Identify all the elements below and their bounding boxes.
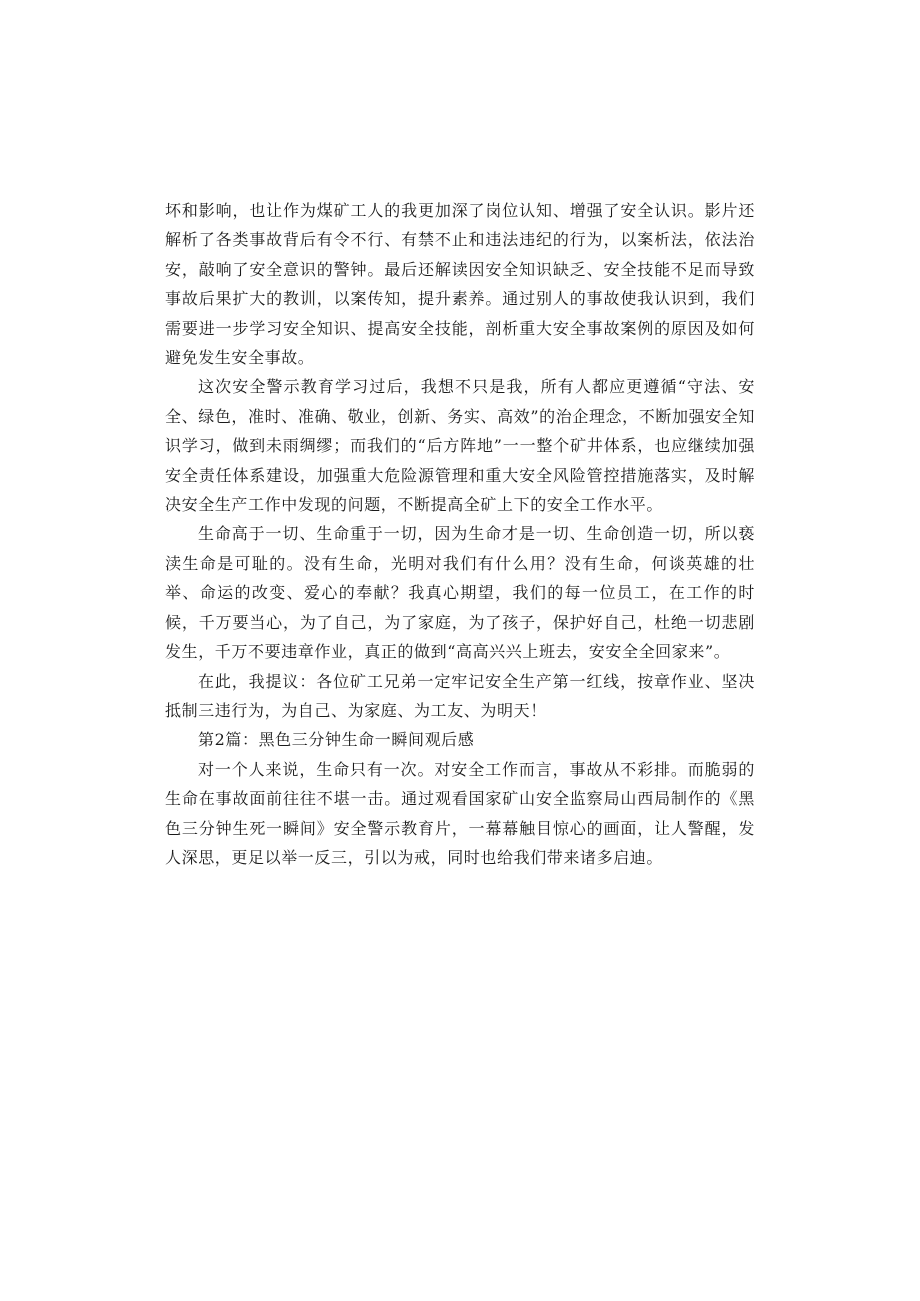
paragraph-continuation: 坏和影响，也让作为煤矿工人的我更加深了岗位认知、增强了安全认识。影片还解析了各类事故背后有令不行、有禁不止和违法违纪的行为，以案析法，依法治安，敲响了安全意识的警钟。最后还解读因安全知识缺乏、安全技能不足而导致事故后果扩大的教训，以案传知，提升素养。通过别人的事故使我认识到，我们需要进一步学习安全知识、提高安全技能，剖析重大安全事故案例的原因及如何避免发生安全事故。 — [165, 201, 755, 368]
paragraph-section-intro: 对一个人来说，生命只有一次。对安全工作而言，事故从不彩排。而脆弱的生命在事故面前往往不堪一击。通过观看国家矿山安全监察局山西局制作的《黑色三分钟生死一瞬间》安全警示教育片，一幕幕触目惊心的画面，让人警醒，发人深思，更足以举一反三，引以为戒，同时也给我们带来诸多启迪。 — [165, 759, 755, 867]
paragraph-life-above-all: 生命高于一切、生命重于一切，因为生命才是一切、生命创造一切，所以亵渎生命是可耻的。没有生命，光明对我们有什么用？没有生命，何谈英雄的壮举、命运的改变、爱心的奉献？我真心期望，我们的每一位员工，在工作的时候，千万要当心，为了自己，为了家庭，为了孩子，保护好自己，杜绝一切悲剧发生，千万不要违章作业，真正的做到“高高兴兴上班去，安安全全回家来”。 — [165, 524, 755, 662]
section-heading: 第2篇：黑色三分钟生命一瞬间观后感 — [198, 730, 475, 750]
paragraph-proposal: 在此，我提议：各位矿工兄弟一定牢记安全生产第一红线，按章作业、坚决抵制三违行为，为自己、为家庭、为工友、为明天！ — [165, 671, 755, 720]
paragraph-safety-education: 这次安全警示教育学习过后，我想不只是我，所有人都应更遵循“守法、安全、绿色，准时、准确、敬业，创新、务实、高效”的治企理念，不断加强安全知识学习，做到未雨绸缪；而我们的“后方阵地”一一整个矿井体系，也应继续加强安全责任体系建设，加强重大危险源管理和重大安全风险管控措施落实，及时解决安全生产工作中发现的问题，不断提高全矿上下的安全工作水平。 — [165, 377, 755, 515]
document-body — [165, 196, 755, 872]
